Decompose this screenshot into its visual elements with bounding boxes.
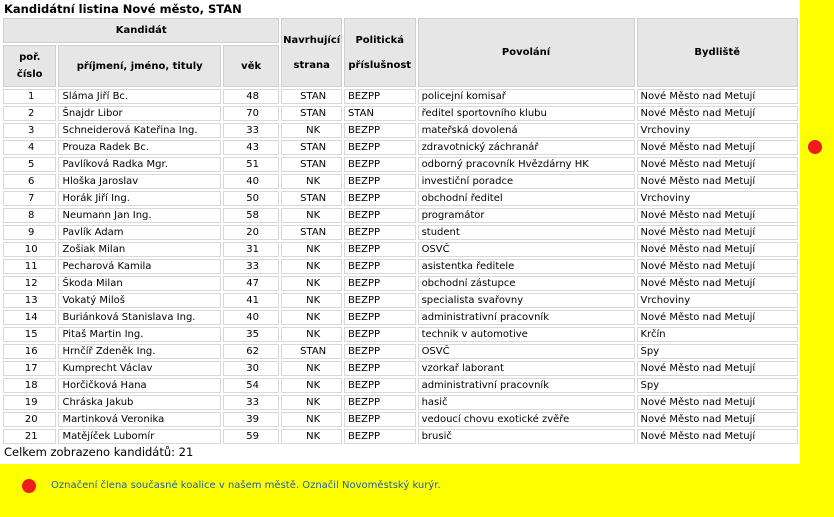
- row-party: NK: [281, 395, 342, 410]
- row-name: Martinková Veronika: [58, 412, 220, 427]
- table-row: [3, 242, 798, 257]
- header-politicka-prislusnost: [344, 18, 416, 87]
- row-affiliation: BEZPP: [344, 89, 416, 104]
- row-affiliation: BEZPP: [344, 395, 416, 410]
- row-age: 62: [223, 344, 280, 359]
- row-occupation: mateřská dovolená: [418, 123, 635, 138]
- row-name: Horák Jiří Ing.: [58, 191, 220, 206]
- row-party: STAN: [281, 191, 342, 206]
- row-residence: Vrchoviny: [637, 293, 799, 308]
- row-name: Škoda Milan: [58, 276, 220, 291]
- row-residence: Nové Město nad Metují: [637, 140, 799, 155]
- table-row: [3, 310, 798, 325]
- row-number: 17: [3, 361, 56, 376]
- row-name: Šnajdr Libor: [58, 106, 220, 121]
- row-party: NK: [281, 378, 342, 393]
- row-residence: Vrchoviny: [637, 123, 799, 138]
- row-occupation: hasič: [418, 395, 635, 410]
- row-residence: Nové Město nad Metují: [637, 310, 799, 325]
- row-residence: Nové Město nad Metují: [637, 259, 799, 274]
- row-name: Vokatý Miloš: [58, 293, 220, 308]
- row-party: STAN: [281, 89, 342, 104]
- row-party: NK: [281, 412, 342, 427]
- table-row: [3, 293, 798, 308]
- row-number: 4: [3, 140, 56, 155]
- table-row: [3, 412, 798, 427]
- table-row: [3, 123, 798, 138]
- row-age: 51: [223, 157, 280, 172]
- table-row: [3, 259, 798, 274]
- row-number: 14: [3, 310, 56, 325]
- row-number: 7: [3, 191, 56, 206]
- row-age: 40: [223, 174, 280, 189]
- header-navrhujici-line1: Navrhující: [283, 34, 341, 46]
- page-title: Kandidátní listina Nové město, STAN: [4, 2, 242, 16]
- header-por-line2: číslo: [16, 69, 43, 80]
- row-affiliation: BEZPP: [344, 208, 416, 223]
- row-residence: Nové Město nad Metují: [637, 361, 799, 376]
- row-name: Pavlíková Radka Mgr.: [58, 157, 220, 172]
- row-residence: Nové Město nad Metují: [637, 89, 799, 104]
- row-residence: Spy: [637, 344, 799, 359]
- row-number: 1: [3, 89, 56, 104]
- table-row: [3, 106, 798, 121]
- row-name: Matějíček Lubomír: [58, 429, 220, 444]
- row-name: Chráska Jakub: [58, 395, 220, 410]
- row-name: Kumprecht Václav: [58, 361, 220, 376]
- row-number: 21: [3, 429, 56, 444]
- row-residence: Nové Město nad Metují: [637, 429, 799, 444]
- row-occupation: vedoucí chovu exotické zvěře: [418, 412, 635, 427]
- legend-marker-icon: [22, 479, 36, 493]
- header-kandidat: Kandidát: [3, 18, 279, 43]
- table-row: [3, 157, 798, 172]
- row-age: 70: [223, 106, 280, 121]
- row-party: NK: [281, 259, 342, 274]
- table-row: [3, 225, 798, 240]
- row-age: 58: [223, 208, 280, 223]
- row-residence: Vrchoviny: [637, 191, 799, 206]
- row-age: 33: [223, 395, 280, 410]
- row-number: 9: [3, 225, 56, 240]
- row-residence: Nové Město nad Metují: [637, 242, 799, 257]
- row-party: NK: [281, 242, 342, 257]
- row-residence: Nové Město nad Metují: [637, 276, 799, 291]
- row-occupation: administrativní pracovník: [418, 378, 635, 393]
- row-number: 15: [3, 327, 56, 342]
- row-residence: Nové Město nad Metují: [637, 157, 799, 172]
- row-affiliation: STAN: [344, 106, 416, 121]
- row-name: Buriánková Stanislava Ing.: [58, 310, 220, 325]
- row-affiliation: BEZPP: [344, 378, 416, 393]
- row-affiliation: BEZPP: [344, 259, 416, 274]
- row-party: NK: [281, 174, 342, 189]
- row-number: 11: [3, 259, 56, 274]
- table-row: [3, 174, 798, 189]
- row-name: Hrnčíř Zdeněk Ing.: [58, 344, 220, 359]
- table-row: [3, 344, 798, 359]
- row-name: Pitaš Martin Ing.: [58, 327, 220, 342]
- row-affiliation: BEZPP: [344, 242, 416, 257]
- row-name: Pavlík Adam: [58, 225, 220, 240]
- row-affiliation: BEZPP: [344, 123, 416, 138]
- row-affiliation: BEZPP: [344, 225, 416, 240]
- row-age: 48: [223, 89, 280, 104]
- row-occupation: obchodní zástupce: [418, 276, 635, 291]
- row-name: Neumann Jan Ing.: [58, 208, 220, 223]
- row-affiliation: BEZPP: [344, 140, 416, 155]
- row-residence: Nové Město nad Metují: [637, 106, 799, 121]
- row-age: 50: [223, 191, 280, 206]
- row-name: Pecharová Kamila: [58, 259, 220, 274]
- row-name: Prouza Radek Bc.: [58, 140, 220, 155]
- table-row: [3, 429, 798, 444]
- row-occupation: obchodní ředitel: [418, 191, 635, 206]
- row-residence: Krčín: [637, 327, 799, 342]
- row-age: 20: [223, 225, 280, 240]
- header-por-line1: poř.: [19, 52, 41, 63]
- header-bydliste: Bydliště: [637, 18, 799, 87]
- table-row: [3, 361, 798, 376]
- row-residence: Nové Město nad Metují: [637, 208, 799, 223]
- row-affiliation: BEZPP: [344, 327, 416, 342]
- row-residence: Spy: [637, 378, 799, 393]
- row-age: 35: [223, 327, 280, 342]
- table-row: [3, 327, 798, 342]
- legend-text: Označení člena současné koalice v našem městě. Označil Novoměstský kurýr.: [51, 480, 441, 491]
- row-age: 47: [223, 276, 280, 291]
- row-occupation: technik v automotive: [418, 327, 635, 342]
- row-affiliation: BEZPP: [344, 429, 416, 444]
- row-party: NK: [281, 293, 342, 308]
- row-party: NK: [281, 361, 342, 376]
- row-affiliation: BEZPP: [344, 191, 416, 206]
- row-number: 13: [3, 293, 56, 308]
- table-row: [3, 89, 798, 104]
- row-affiliation: BEZPP: [344, 344, 416, 359]
- row-party: STAN: [281, 106, 342, 121]
- table-row: [3, 276, 798, 291]
- row-party: NK: [281, 276, 342, 291]
- row-occupation: odborný pracovník Hvězdárny HK: [418, 157, 635, 172]
- row-age: 40: [223, 310, 280, 325]
- row-party: STAN: [281, 344, 342, 359]
- row-age: 33: [223, 123, 280, 138]
- row-name: Hloška Jaroslav: [58, 174, 220, 189]
- row-age: 43: [223, 140, 280, 155]
- row-occupation: investiční poradce: [418, 174, 635, 189]
- row-occupation: ředitel sportovního klubu: [418, 106, 635, 121]
- row-number: 16: [3, 344, 56, 359]
- row-affiliation: BEZPP: [344, 174, 416, 189]
- row-number: 10: [3, 242, 56, 257]
- row-party: STAN: [281, 225, 342, 240]
- table-row: [3, 191, 798, 206]
- candidate-table: [1, 16, 800, 446]
- header-politicka-line1: Politická: [355, 34, 405, 46]
- row-party: NK: [281, 327, 342, 342]
- row-number: 8: [3, 208, 56, 223]
- row-age: 30: [223, 361, 280, 376]
- row-age: 33: [223, 259, 280, 274]
- row-affiliation: BEZPP: [344, 361, 416, 376]
- row-number: 3: [3, 123, 56, 138]
- row-occupation: vzorkař laborant: [418, 361, 635, 376]
- row-age: 59: [223, 429, 280, 444]
- row-occupation: programátor: [418, 208, 635, 223]
- row-party: NK: [281, 310, 342, 325]
- row-number: 20: [3, 412, 56, 427]
- row-age: 54: [223, 378, 280, 393]
- row-occupation: OSVČ: [418, 344, 635, 359]
- coalice-member-marker-icon: [808, 140, 822, 154]
- candidate-count-summary: Celkem zobrazeno kandidátů: 21: [4, 445, 194, 459]
- header-navrhujici-line2: strana: [293, 59, 330, 71]
- row-affiliation: BEZPP: [344, 276, 416, 291]
- row-occupation: asistentka ředitele: [418, 259, 635, 274]
- header-vek: věk: [223, 45, 280, 87]
- row-occupation: policejní komisař: [418, 89, 635, 104]
- row-number: 12: [3, 276, 56, 291]
- row-age: 31: [223, 242, 280, 257]
- row-name: Schneiderová Kateřina Ing.: [58, 123, 220, 138]
- row-number: 19: [3, 395, 56, 410]
- row-party: STAN: [281, 157, 342, 172]
- row-name: Sláma Jiří Bc.: [58, 89, 220, 104]
- row-age: 41: [223, 293, 280, 308]
- row-occupation: zdravotnický záchranář: [418, 140, 635, 155]
- table-row: [3, 378, 798, 393]
- row-party: NK: [281, 123, 342, 138]
- row-occupation: OSVČ: [418, 242, 635, 257]
- row-residence: Nové Město nad Metují: [637, 174, 799, 189]
- row-party: STAN: [281, 140, 342, 155]
- row-party: NK: [281, 208, 342, 223]
- row-occupation: specialista svařovny: [418, 293, 635, 308]
- row-occupation: student: [418, 225, 635, 240]
- row-occupation: administrativní pracovník: [418, 310, 635, 325]
- header-povolani: Povolání: [418, 18, 635, 87]
- row-party: NK: [281, 429, 342, 444]
- row-number: 18: [3, 378, 56, 393]
- row-residence: Nové Město nad Metují: [637, 225, 799, 240]
- header-politicka-line2: příslušnost: [348, 59, 412, 71]
- row-number: 6: [3, 174, 56, 189]
- header-poradove-cislo: [3, 45, 56, 87]
- header-jmeno: příjmení, jméno, tituly: [58, 45, 220, 87]
- row-number: 2: [3, 106, 56, 121]
- yellow-side-panel: [800, 0, 834, 517]
- row-name: Horčičková Hana: [58, 378, 220, 393]
- header-navrhujici-strana: [281, 18, 342, 87]
- row-affiliation: BEZPP: [344, 310, 416, 325]
- row-number: 5: [3, 157, 56, 172]
- row-affiliation: BEZPP: [344, 293, 416, 308]
- row-occupation: brusič: [418, 429, 635, 444]
- row-name: Zošiak Milan: [58, 242, 220, 257]
- row-residence: Nové Město nad Metují: [637, 412, 799, 427]
- row-residence: Nové Město nad Metují: [637, 395, 799, 410]
- row-age: 39: [223, 412, 280, 427]
- table-row: [3, 395, 798, 410]
- row-affiliation: BEZPP: [344, 157, 416, 172]
- table-row: [3, 208, 798, 223]
- row-affiliation: BEZPP: [344, 412, 416, 427]
- table-row: [3, 140, 798, 155]
